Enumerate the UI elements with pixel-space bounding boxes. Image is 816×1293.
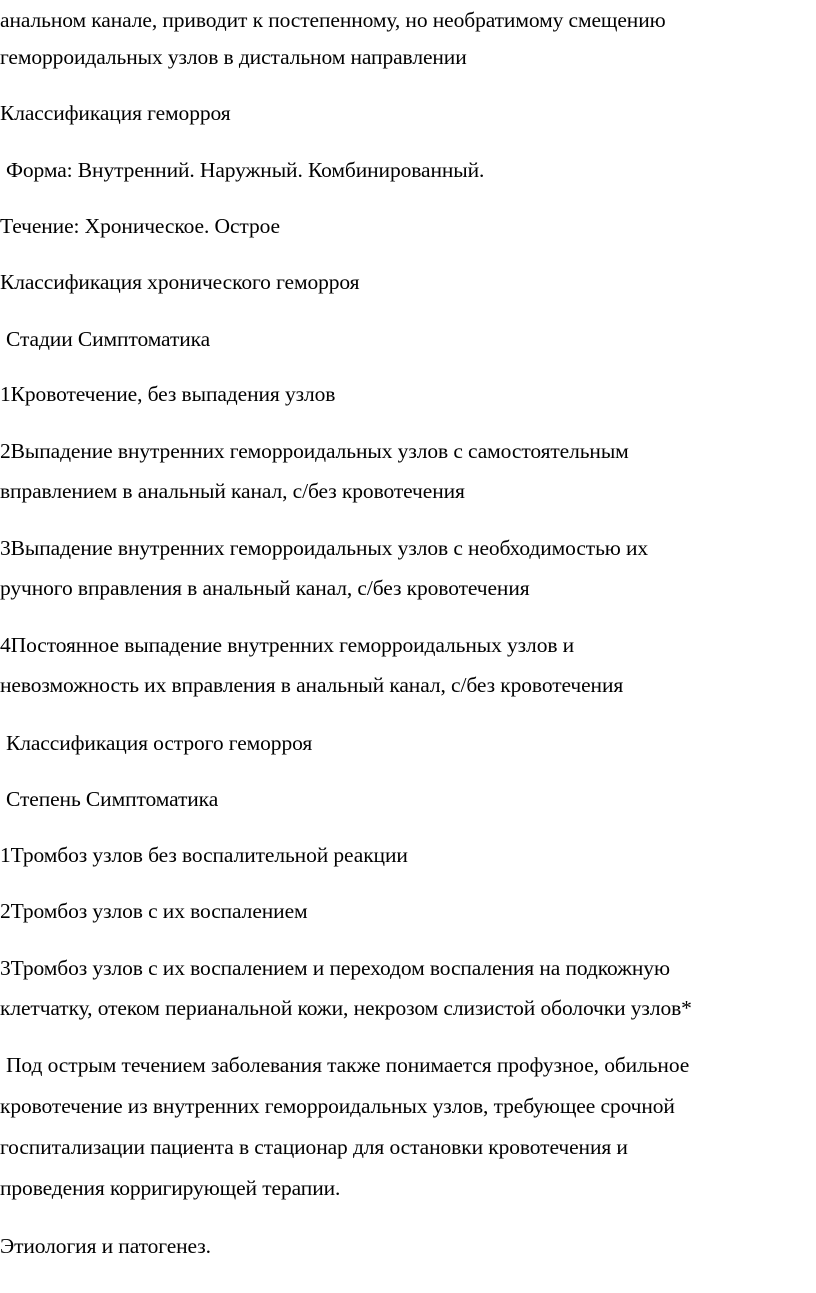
acute-degree-3-line-1: 3Тромбоз узлов с их воспалением и переходом воспаления на подкожную bbox=[0, 956, 670, 980]
acute-degree-3-line-2: клетчатку, отеком перианальной кожи, некрозом слизистой оболочки узлов* bbox=[0, 996, 692, 1020]
acute-degree-2: 2Тромбоз узлов с их воспалением bbox=[0, 899, 308, 923]
chronic-heading: Классификация хронического геморроя bbox=[0, 270, 360, 294]
chronic-stage-1: 1Кровотечение, без выпадения узлов bbox=[0, 382, 336, 406]
course-line: Течение: Хроническое. Острое bbox=[0, 214, 280, 238]
acute-note-line-3: госпитализации пациента в стационар для остановки кровотечения и bbox=[0, 1135, 628, 1159]
chronic-stage-2-line-1: 2Выпадение внутренних геморроидальных узлов с самостоятельным bbox=[0, 439, 629, 463]
chronic-stage-3-line-2: ручного вправления в анальный канал, с/без кровотечения bbox=[0, 576, 530, 600]
chronic-stage-3-line-1: 3Выпадение внутренних геморроидальных узлов с необходимостью их bbox=[0, 536, 649, 560]
form-line: Форма: Внутренний. Наружный. Комбинированный. bbox=[6, 158, 485, 182]
intro-line-1: анальном канале, приводит к постепенному, но необратимому смещению bbox=[0, 8, 666, 32]
chronic-stage-4-line-1: 4Постоянное выпадение внутренних геморроидальных узлов и bbox=[0, 633, 575, 657]
acute-columns: Степень Симптоматика bbox=[6, 787, 219, 811]
acute-note-line-2: кровотечение из внутренних геморроидальных узлов, требующее срочной bbox=[0, 1094, 675, 1118]
classification-heading: Классификация геморроя bbox=[0, 101, 231, 125]
intro-line-2: геморроидальных узлов в дистальном направлении bbox=[0, 45, 467, 69]
acute-note-line-4: проведения корригирующей терапии. bbox=[0, 1176, 341, 1200]
acute-heading: Классификация острого геморроя bbox=[6, 731, 313, 755]
chronic-stage-2-line-2: вправлением в анальный канал, с/без кровотечения bbox=[0, 479, 465, 503]
acute-degree-1: 1Тромбоз узлов без воспалительной реакции bbox=[0, 843, 408, 867]
etiology-heading: Этиология и патогенез. bbox=[0, 1234, 211, 1258]
acute-note-line-1: Под острым течением заболевания также понимается профузное, обильное bbox=[6, 1053, 690, 1077]
chronic-columns: Стадии Симптоматика bbox=[6, 327, 211, 351]
chronic-stage-4-line-2: невозможность их вправления в анальный канал, с/без кровотечения bbox=[0, 673, 624, 697]
